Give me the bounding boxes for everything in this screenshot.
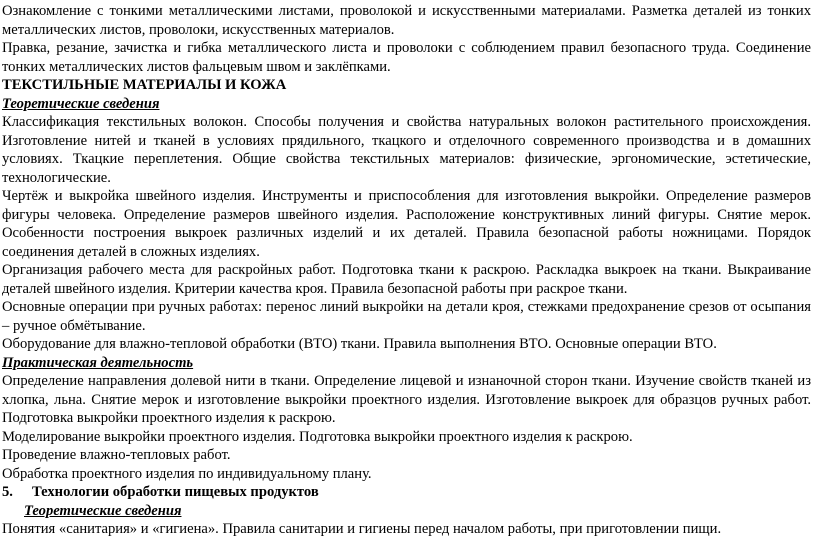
paragraph-practice-3: Проведение влажно-тепловых работ.: [2, 447, 231, 463]
subheading-theory: Теоретические сведения: [2, 95, 160, 112]
paragraph-practice-2: Моделирование выкройки проектного изделия. Подготовка выкройки проектного изделия к раскрою.: [2, 428, 633, 445]
paragraph-metal-processing: Правка, резание, зачистка и гибка металлического листа и проволоки с соблюдением правил безопасного труда. Соединение тонких металлических листов фальцевым швом и заклёпками.: [2, 40, 811, 75]
paragraph-practice-1: Определение направления долевой нити в ткани. Определение лицевой и изнаночной сторон ткани. Изучение свойств тканей из хлопка, льна. Снятие мерок и изготовление выкройки проектного изделия. Изготовление выкроек для образцов ручных работ. Подготовка выкройки проектного изделия к раскрою.: [2, 373, 811, 426]
paragraph-metal-intro: Ознакомление с тонкими металлическими листами, проволокой и искусственными материалами. Разметка деталей из тонких металлических листов, проволоки, искусственных материалов.: [2, 3, 811, 38]
paragraph-vto: Оборудование для влажно-тепловой обработки (ВТО) ткани. Правила выполнения ВТО. Основные операции ВТО.: [2, 336, 717, 352]
paragraph-cutting: Организация рабочего места для раскройных работ. Подготовка ткани к раскрою. Раскладка выкроек на ткани. Выкраивание деталей швейного изделия. Критерии качества кроя. Правила безопасной работы при раскрое ткани.: [2, 262, 811, 297]
paragraph-fibers: Классификация текстильных волокон. Способы получения и свойства натуральных волокон растительного происхождения. Изготовление нитей и тканей в условиях прядильного, ткацкого и отделочного современного производства и в домашних условиях. Ткацкие переплетения. Общие свойства текстильных материалов: физические, эргономические, эстетические, технологические.: [2, 114, 811, 186]
paragraph-practice-4: Обработка проектного изделия по индивидуальному плану.: [2, 465, 372, 482]
paragraph-patterns: Чертёж и выкройка швейного изделия. Инструменты и приспособления для изготовления выкройки. Определение размеров фигуры человека. Определение размеров швейного изделия. Расположение конструктивных линий фигуры. Снятие мерок. Особенности построения выкроек различных изделий и их деталей. Правила безопасной работы ножницами. Порядок соединения деталей в сложных изделиях.: [2, 188, 811, 260]
section-heading-textile: ТЕКСТИЛЬНЫЕ МАТЕРИАЛЫ И КОЖА: [2, 77, 287, 93]
subheading-practice: Практическая деятельность: [2, 354, 194, 371]
section-heading-food: [2, 483, 811, 502]
paragraph-sanitation: Понятия «санитария» и «гигиена». Правила санитарии и гигиены перед началом работы, при приготовлении пищи.: [2, 521, 722, 537]
section-number: 5.: [2, 484, 13, 500]
paragraph-hand-work: Основные операции при ручных работах: перенос линий выкройки на детали кроя, стежками предохранение срезов от осыпания – ручное обмётывание.: [2, 299, 811, 334]
subheading-theory-food: Теоретические сведения: [24, 502, 182, 519]
section-title: Технологии обработки пищевых продуктов: [32, 484, 319, 500]
